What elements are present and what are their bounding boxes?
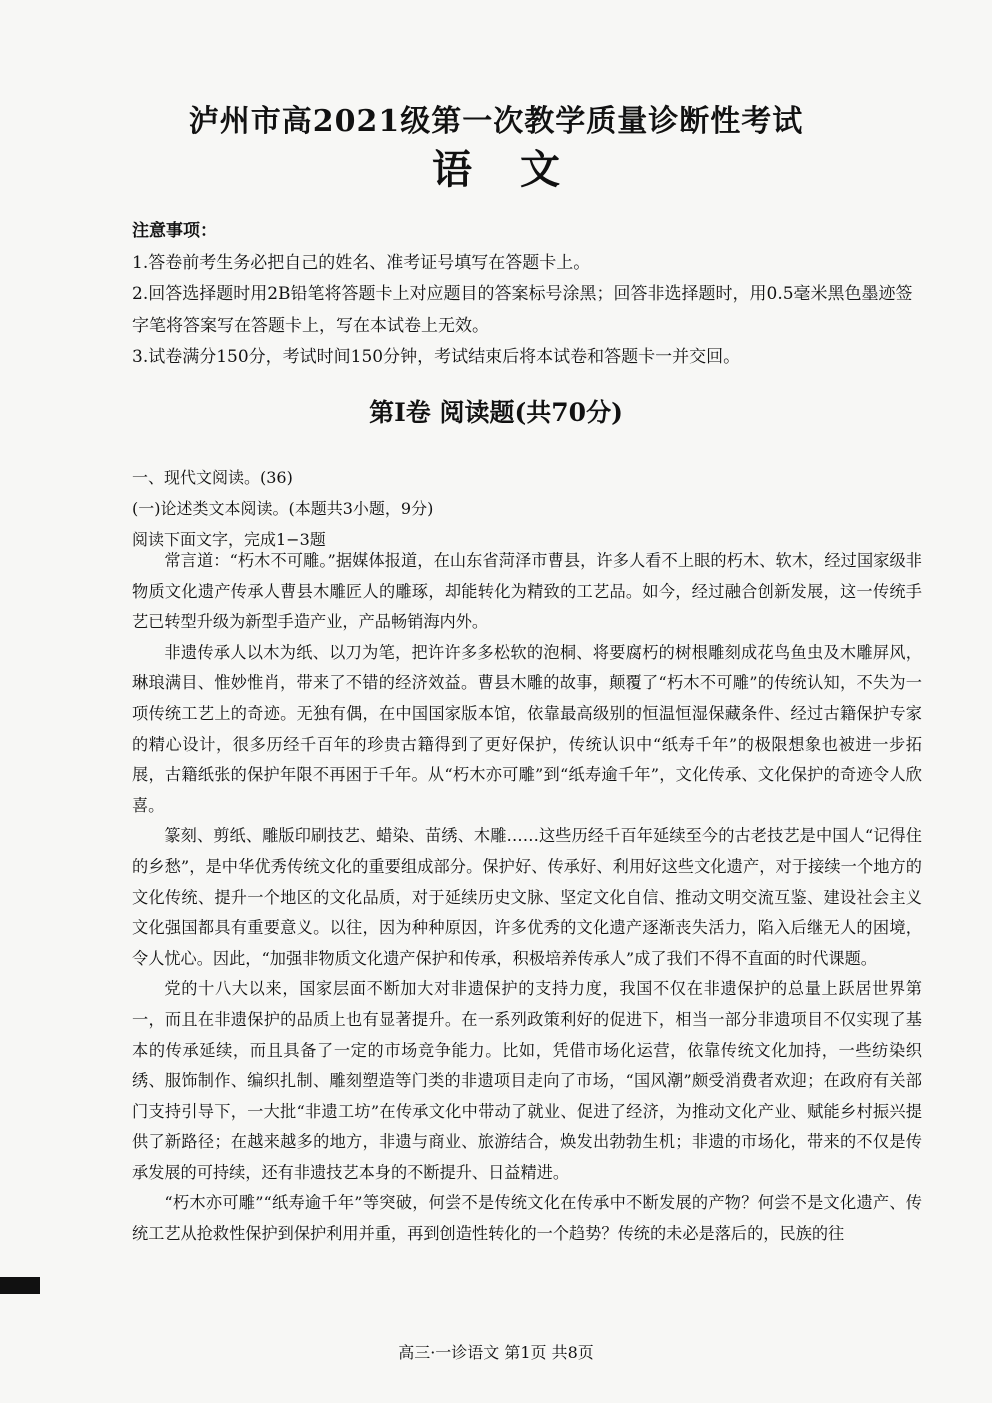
notice-item: 1.答卷前考生务必把自己的姓名、准考证号填写在答题卡上。	[132, 252, 591, 273]
article-paragraph: 篆刻、剪纸、雕版印刷技艺、蜡染、苗绣、木雕……这些历经千百年延续至今的古老技艺是中国人“记得住的乡愁”，是中华优秀传统文化的重要组成部分。保护好、传承好、利用好这些文化遗产，对于接续一个地方的文化传统、提升一个地区的文化品质，对于延续历史文脉、坚定文化自信、推动文明交流互鉴、建设社会主义文化强国都具有重要意义。以往，因为种种原因，许多优秀的文化遗产逐渐丧失活力，陷入后继无人的困境，令人忧心。因此，“加强非物质文化遗产保护和传承，积极培养传承人”成了我们不得不直面的时代课题。	[132, 826, 922, 968]
notice-heading: 注意事项：	[132, 221, 217, 241]
article-paragraph: 常言道：“朽木不可雕。”据媒体报道，在山东省菏泽市曹县，许多人看不上眼的朽木、软木，经过国家级非物质文化遗产传承人曹县木雕匠人的雕琢，却能转化为精致的工艺品。如今，经过融合创新发展，这一传统手艺已转型升级为新型手造产业，产品畅销海内外。	[132, 551, 922, 632]
reading-header	[132, 462, 922, 555]
article-paragraph: “朽木亦可雕”“纸寿逾千年”等突破，何尝不是传统文化在传承中不断发展的产物？何尝不是文化遗产、传统工艺从抢救性保护到保护利用并重，再到创造性转化的一个趋势？传统的未必是落后的，民族的往	[132, 1193, 922, 1244]
reading-sub: (一)论述类文本阅读。(本题共3小题，9分)	[132, 499, 434, 518]
page-footer: 高三·一诊语文 第1页 共8页	[398, 1343, 594, 1362]
article-paragraph: 党的十八大以来，国家层面不断加大对非遗保护的支持力度，我国不仅在非遗保护的总量上跃居世界第一，而且在非遗保护的品质上也有显著提升。在一系列政策利好的促进下，相当一部分非遗项目不仅实现了基本的传承延续，而且具备了一定的市场竞争能力。比如，凭借市场化运营，依靠传统文化加持，一些纺染织绣、服饰制作、编织扎制、雕刻塑造等门类的非遗项目走向了市场，“国风潮”颇受消费者欢迎；在政府有关部门支持引导下，一大批“非遗工坊”在传承文化中带动了就业、促进了经济，为推动文化产业、赋能乡村振兴提供了新路径；在越来越多的地方，非遗与商业、旅游结合，焕发出勃勃生机；非遗的市场化，带来的不仅是传承发展的可持续，还有非遗技艺本身的不断提升、日益精进。	[132, 979, 922, 1182]
notice-item: 3.试卷满分150分，考试时间150分钟，考试结束后将本试卷和答题卡一并交回。	[132, 347, 741, 367]
article-body	[132, 546, 922, 1250]
subject-title: 语文	[432, 146, 608, 193]
notice-block	[132, 216, 922, 374]
notice-item: 2.回答选择题时用2B铅笔将答题卡上对应题目的答案标号涂黑；回答非选择题时，用0.5毫米黑色墨迹签字笔将答案写在答题卡上，写在本试卷上无效。	[132, 284, 913, 336]
article-paragraph: 非遗传承人以木为纸、以刀为笔，把许许多多松软的泡桐、将要腐朽的树根雕刻成花鸟鱼虫及木雕屏风，琳琅满目、惟妙惟肖，带来了不错的经济效益。曹县木雕的故事，颠覆了“朽木不可雕”的传统认知，不失为一项传统工艺上的奇迹。无独有偶，在中国国家版本馆，依靠最高级别的恒温恒湿保藏条件、经过古籍保护专家的精心设计，很多历经千百年的珍贵古籍得到了更好保护，传统认识中“纸寿千年”的极限想象也被进一步拓展，古籍纸张的保护年限不再困于千年。从“朽木亦可雕”到“纸寿逾千年”，文化传承、文化保护的奇迹令人欣喜。	[132, 642, 922, 815]
scan-marker	[0, 1277, 40, 1294]
section-title: 第Ⅰ卷 阅读题(共70分)	[369, 398, 623, 427]
reading-part: 一、现代文阅读。(36)	[132, 468, 293, 487]
exam-title: 泸州市高2021级第一次教学质量诊断性考试	[188, 104, 804, 139]
reading-instruction: 阅读下面文字，完成1−3题	[132, 530, 326, 549]
